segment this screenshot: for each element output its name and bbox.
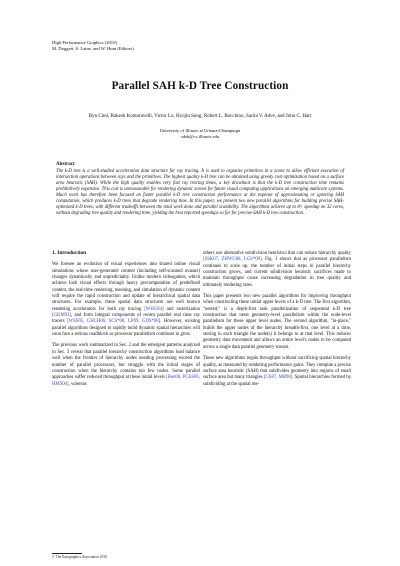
paragraph-text: . However, existing parallel algorithms designed to rapidly build dynamic spatial hierarchies will soon face a serious roadblock as processor parallelism continues to grow. [52, 319, 200, 338]
paragraph-text: . Spatial hierarchies formed by subdividing at the spatial me- [203, 375, 351, 387]
intro-paragraph-3 [203, 251, 351, 289]
institution: University of Illinois at Urbana-Champaign [159, 128, 241, 133]
intro-paragraph-1 [52, 262, 200, 338]
copyright-notice: © The Eurographics Association 2010. [52, 555, 108, 559]
footnote-rule [52, 553, 82, 554]
intro-paragraph-2 [52, 343, 200, 387]
paragraph-text: others use alternative subdivision heuristics that can reduce hierarchy quality [203, 251, 351, 256]
section-heading-introduction: 1. Introduction [52, 250, 87, 256]
intro-paragraph-4: This paper presents two new parallel algorithms for improving throughput when constructing these initial upper levels of a k-D tree. The first algorithm, "nested," is a depth-first task parallelization of sequential k-D tree construction that nests geometry-level parallelism within the node-level parallelism for these upper level nodes. The second algorithm, "in-place," builds the upper nodes of the hierarchy breadth-first, one level at a time, storing in each triangle the node(s) it belongs to at that level. This reduces geometry data movement and allows an entire level's nodes to be computed across a single data parallel geometry stream. [203, 294, 351, 350]
contact-email: sdeh@cs.illinois.edu [180, 134, 220, 139]
paragraph-text: , and form integral components of recent parallel real time ray tracers [52, 313, 200, 325]
paragraph-text: We foresee an evolution of visual experiences into shared online visual simulations whose user-generated content (including self-scanned avatars) changes dynamically and unpredictably. Unlike modern videogames, which achieve lush visual effects through heavy precomputation of predefined content, the real-time rendering, meshing, and simulation of dynamic content will require the rapid construction and update of hierarchical spatial data structures. For example, these spatial data structures are well known rendering accelerators for both ray tracing [52, 262, 200, 312]
paragraph-text: and rasterization [163, 306, 200, 312]
journal-header [52, 40, 134, 52]
affiliation [0, 128, 400, 140]
paragraph-text: . Fig. 1 shows that as processor parallelism continues to scale up, the number of initial steps in parallel hierarchy construction grows, and current subdivision heuristic sacrifices made to maintain throughput cause increasing degradation in tree quality and ultimately rendering rates. [203, 257, 351, 288]
right-column [203, 251, 351, 393]
paragraph-text: The previous work summarized in Sec. 2 and the emergent patterns analyzed in Sec. 3 reveal that parallel hierarchy construction algorithms load balance well when the frontier of hierarchy nodes needing processing exceed the number of parallel processors, but struggle with the initial stages of construction when the hierarchy contains too few nodes. Some parallel approaches suffer reduced throughput at these initial levels [52, 343, 200, 381]
paper-title: Parallel SAH k-D Tree Construction [111, 80, 289, 92]
citation-link[interactable]: [GS87, MB90] [263, 375, 293, 381]
paragraph-text: These new algorithms regain throughput without sacrificing spatial hierarchy quality, as measured by rendering performance gains. They compute a precise surface area heuristic (SAH) that subdivides geometry into regions of small surface area but many triangles [203, 356, 351, 381]
citation-link[interactable]: [WSS05, CHCH06, SCS*08, LP09, GDS*08] [67, 319, 161, 325]
left-column [52, 250, 200, 393]
citation-link[interactable]: [WHG84] [144, 306, 164, 312]
journal-name: High Performance Graphics (2010) [52, 40, 117, 45]
abstract-block [56, 162, 344, 217]
intro-paragraph-5 [203, 356, 351, 388]
abstract-heading: Abstract [56, 162, 75, 167]
author-list: Byn Choi, Rakesh Komuravelli, Victor Lu, Hyojin Sung, Robert L. Bocchino, Sarita V. Adve, and John C. Hart [88, 114, 312, 119]
citation-link[interactable]: [SSK07, ZHWG08, LGS*09] [203, 257, 262, 263]
abstract-text: The k-D tree is a well-studied acceleration data structure for ray tracing. It is used to organize primitives in a scene to allow efficient execution of intersection operations between rays and the primitives. The highest quality k-D tree can be obtained using greedy cost optimization based on a surface area heuristic (SAH). While the high quality enables very fast ray tracing times, a key drawback is that the k-D tree construction time remains prohibitively expensive. This cost is unreasonable for rendering dynamic scenes for future visual computing applications on emerging multicore systems. Much work has therefore been focused on faster parallel k-D tree construction performance at the expense of approximating or ignoring SAH computation, which produces k-D trees that degrade rendering time. In this paper, we present two new parallel algorithms for building precise SAH-optimized k-D trees, with different tradeoffs between the total work done and parallel scalability. The algorithms achieve up to 8× speedup on 32 cores, without degrading tree quality and rendering time, yielding the best reported speedups so far for precise-SAH k-D tree construction. [56, 168, 344, 216]
citation-link[interactable]: [Ben06, PGSS06, HMS06] [52, 375, 200, 387]
editors-line: M. Doggett, S. Laine, and W. Hunt (Editors) [52, 46, 134, 52]
citation-link[interactable]: [GKM93] [52, 313, 71, 319]
paragraph-text: , whereas [68, 381, 87, 387]
